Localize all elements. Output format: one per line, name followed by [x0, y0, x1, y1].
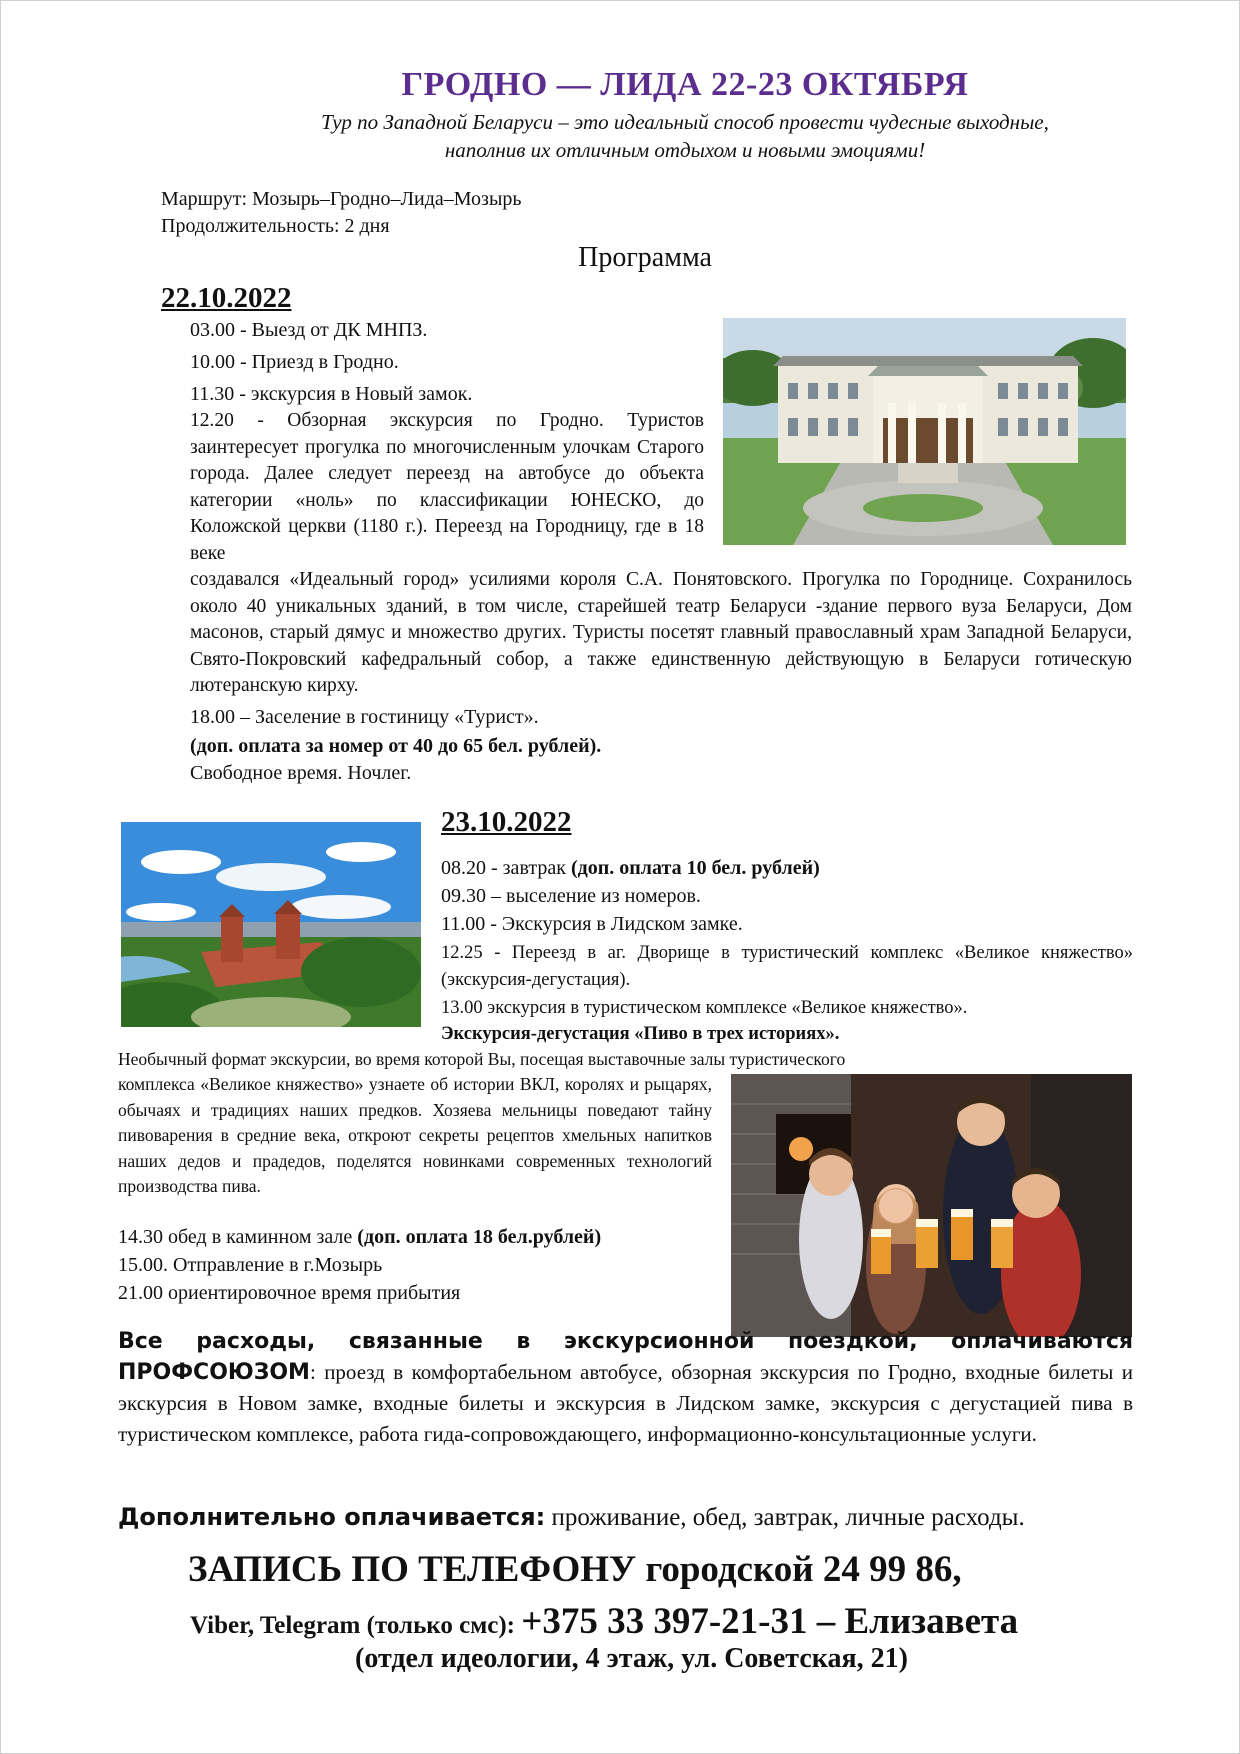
day2-complex-tour: 13.00 экскурсия в туристическом комплексе «Великое княжество». — [441, 998, 968, 1018]
day2-checkout: 09.30 – выселение из номеров. — [441, 885, 701, 907]
day2-lunch — [118, 1224, 601, 1251]
day1-checkin: 18.00 – Заселение в гостиницу «Турист». — [190, 706, 539, 728]
duration-text: Продолжительность: 2 дня — [161, 215, 390, 237]
subtitle-line-2: наполнив их отличным отдыхом и новыми эмоциями! — [444, 138, 926, 162]
extra-text: проживание, обед, завтрак, личные расходы. — [545, 1504, 1025, 1531]
day2-arrival: 21.00 ориентировочное время прибытия — [118, 1282, 461, 1304]
beer-tasting-photo — [731, 1074, 1132, 1337]
day1-tour-description-cont: создавался «Идеальный город» усилиями короля С.А. Понятовского. Прогулка по Городнице. Сохранилось около 40 уникальных зданий, в том числе, старейшей театр Беларуси -здание первого вуза Беларуси, Дом масонов, старый дямус и множество других. Туристы посетят главный православный храм Западной Беларуси, Свято-Покровский кафедральный собор, а также единственную действующую в Беларуси готическую лютеранскую кирху. — [190, 569, 1132, 696]
lida-castle-photo — [121, 822, 421, 1027]
day2-lida-castle: 11.00 - Экскурсия в Лидском замке. — [441, 913, 743, 935]
contact-address: (отдел идеологии, 4 этаж, ул. Советская, 21) — [355, 1643, 908, 1674]
day1-item-arrival: 10.00 - Приезд в Гродно. — [190, 351, 399, 373]
extra-label: Дополнительно оплачивается: — [118, 1503, 546, 1531]
day2-tasting-description: Необычный формат экскурсии, во время которой Вы, посещая выставочные залы туристического — [118, 1049, 846, 1069]
subtitle-line-1: Тур по Западной Беларуси – это идеальный способ провести чудесные выходные, — [321, 110, 1049, 134]
messengers-label: Viber, Telegram (только смс): — [190, 1612, 522, 1639]
day1-room-note: (доп. оплата за номер от 40 до 65 бел. рублей). — [190, 735, 602, 757]
expenses-summary — [118, 1326, 1133, 1450]
day1-item-departure: 03.00 - Выезд от ДК МНПЗ. — [190, 319, 428, 341]
contact-phone: ЗАПИСЬ ПО ТЕЛЕФОНУ городской 24 99 86, — [188, 1549, 962, 1590]
breakfast-note: (доп. оплата 10 бел. рублей) — [570, 857, 820, 879]
expenses-bold: Все расходы, связанные в экскурсионной поездкой, оплачиваются ПРОФСОЮЗОМ — [118, 1329, 1133, 1385]
day2-breakfast — [441, 855, 820, 882]
contact-messengers — [190, 1600, 1018, 1643]
lunch-note: (доп. оплата 18 бел.рублей) — [357, 1226, 602, 1248]
day1-tour-description: 12.20 - Обзорная экскурсия по Гродно. Туристов заинтересует прогулка по многочисленным улочкам Старого города. Далее следует переезд на автобусе до объекта категории «ноль» по классификации ЮНЕСКО, до Коложской церкви (1180 г.). Переезд на Городницу, где в 18 веке — [190, 410, 704, 564]
lunch-time: 14.30 обед в каминном зале — [118, 1226, 358, 1248]
expenses-list: : проезд в комфортабельном автобусе, обзорная экскурсия по Гродно, входные билеты и экскурсия в Новом замке, входные билеты и экскурсия в Лидском замке, экскурсия с дегустацией пива в туристическом комплексе, работа гида-сопровождающего, информационно-консультационные услуги. — [118, 1360, 1133, 1446]
day2-transfer: 12.25 - Переезд в аг. Дворище в туристический комплекс «Великое княжество» (экскурсия-дегустация). — [441, 943, 1133, 990]
day1-free-time: Свободное время. Ночлег. — [190, 762, 412, 784]
day2-departure: 15.00. Отправление в г.Мозырь — [118, 1254, 383, 1276]
program-heading: Программа — [578, 242, 712, 273]
new-castle-photo — [723, 318, 1126, 545]
route-text: Маршрут: Мозырь–Гродно–Лида–Мозырь — [161, 188, 522, 210]
day2-tasting-title: Экскурсия-дегустация «Пиво в трех историях». — [441, 1024, 840, 1044]
tour-subtitle — [230, 108, 1140, 164]
day2-date: 23.10.2022 — [441, 806, 572, 838]
tour-title: ГРОДНО — ЛИДА 22-23 ОКТЯБРЯ — [401, 66, 969, 103]
mobile-number: +375 33 397-21-31 – Елизавета — [521, 1601, 1019, 1642]
day2-tasting-description-cont: комплекса «Великое княжество» узнаете об истории ВКЛ, королях и рыцарях, обычаях и традициях наших предков. Хозяева мельницы поведают тайну пивоварения в средние века, откроют секреты рецептов хмельных напитков наших дедов и прадедов, поделятся новинками современных технологий производства пива. — [118, 1074, 712, 1196]
day1-date: 22.10.2022 — [161, 282, 292, 314]
day1-item-castle: 11.30 - экскурсия в Новый замок. — [190, 383, 473, 405]
breakfast-time: 08.20 - завтрак — [441, 857, 571, 879]
extra-payment — [118, 1503, 1025, 1532]
